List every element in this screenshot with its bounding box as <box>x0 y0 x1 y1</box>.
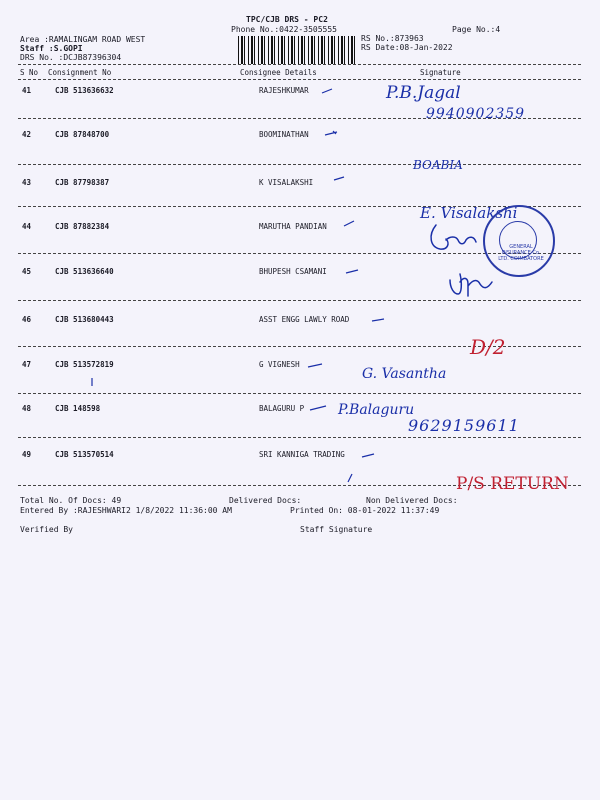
row-consignment: CJB 513680443 <box>55 315 114 324</box>
total-docs: Total No. Of Docs: 49 <box>20 496 122 505</box>
row-consignment: CJB 87798387 <box>55 178 110 187</box>
rs-number: RS No.:873963 <box>361 34 424 43</box>
row-sno: 42 <box>22 130 32 139</box>
printed-on: Printed On: 08-01-2022 11:37:49 <box>290 506 440 515</box>
row-consignment: CJB 513636640 <box>55 267 114 276</box>
row-sno: 45 <box>22 267 32 276</box>
row-consignment: CJB 87882384 <box>55 222 110 231</box>
col-sno: S No <box>20 68 39 77</box>
row-sno: 47 <box>22 360 32 369</box>
row-consignee: MARUTHA PANDIAN <box>259 222 327 231</box>
row-consignee: BOOMINATHAN <box>259 130 309 139</box>
signature-row43: BOABIA <box>413 158 463 172</box>
signature-row48: P.Balaguru <box>338 402 415 418</box>
row-consignment: CJB 513572819 <box>55 360 114 369</box>
row-consignee: BHUPESH CSAMANI <box>259 267 327 276</box>
phone-row41: 9940902359 <box>426 106 526 122</box>
row-sno: 49 <box>22 450 32 459</box>
row-consignee: ASST ENGG LAWLY ROAD <box>259 315 350 324</box>
signature-row47: G. Vasantha <box>362 366 447 382</box>
signature-row44: E. Visalakshi <box>420 204 518 222</box>
row-consignee: K VISALAKSHI <box>259 178 314 187</box>
company-stamp <box>483 205 555 277</box>
area-label: Area :RAMALINGAM ROAD WEST <box>20 35 146 44</box>
drs-number: DRS No. :DCJB87396304 <box>20 53 122 62</box>
verified-by: Verified By <box>20 525 73 534</box>
row-consignee: RAJESHKUMAR <box>259 86 309 95</box>
page-number: Page No.:4 <box>452 25 501 34</box>
document-title: TPC/CJB DRS - PC2 <box>246 15 328 24</box>
col-consignee: Consignee Details <box>240 68 317 77</box>
row-sno: 43 <box>22 178 32 187</box>
row-consignment: CJB 513570514 <box>55 450 114 459</box>
row-consignee: SRI KANNIGA TRADING <box>259 450 345 459</box>
phone-number: Phone No.:0422-3505555 <box>231 25 337 34</box>
staff-label: Staff :S.GOPI <box>20 44 83 53</box>
staff-signature: Staff Signature <box>300 525 373 534</box>
rs-date: RS Date:08-Jan-2022 <box>361 43 453 52</box>
delivered-docs: Delivered Docs: <box>229 496 302 505</box>
row-consignee: G VIGNESH <box>259 360 300 369</box>
stamp-text: GENERAL INSURANCE Co. LTD. COIMBATORE <box>498 244 544 262</box>
mark-row47: D/2 <box>470 335 506 359</box>
row-consignment: CJB 87848700 <box>55 130 110 139</box>
row-consignment: CJB 513636632 <box>55 86 114 95</box>
row-sno: 44 <box>22 222 32 231</box>
phone-row48: 9629159611 <box>408 416 520 435</box>
row-sno: 48 <box>22 404 32 413</box>
row-consignment: CJB 148598 <box>55 404 101 413</box>
signature-row41: P.B.Jagal <box>386 83 461 103</box>
col-signature: Signature <box>420 68 461 77</box>
row-sno: 46 <box>22 315 32 324</box>
non-delivered-docs: Non Delivered Docs: <box>366 496 458 505</box>
col-consignment: Consignment No <box>48 68 112 77</box>
entered-by: Entered By :RAJESHWARI2 1/8/2022 11:36:00 AM <box>20 506 232 515</box>
row-consignee: BALAGURU P <box>259 404 305 413</box>
row-sno: 41 <box>22 86 32 95</box>
note-row49: P/S RETURN <box>456 474 569 494</box>
